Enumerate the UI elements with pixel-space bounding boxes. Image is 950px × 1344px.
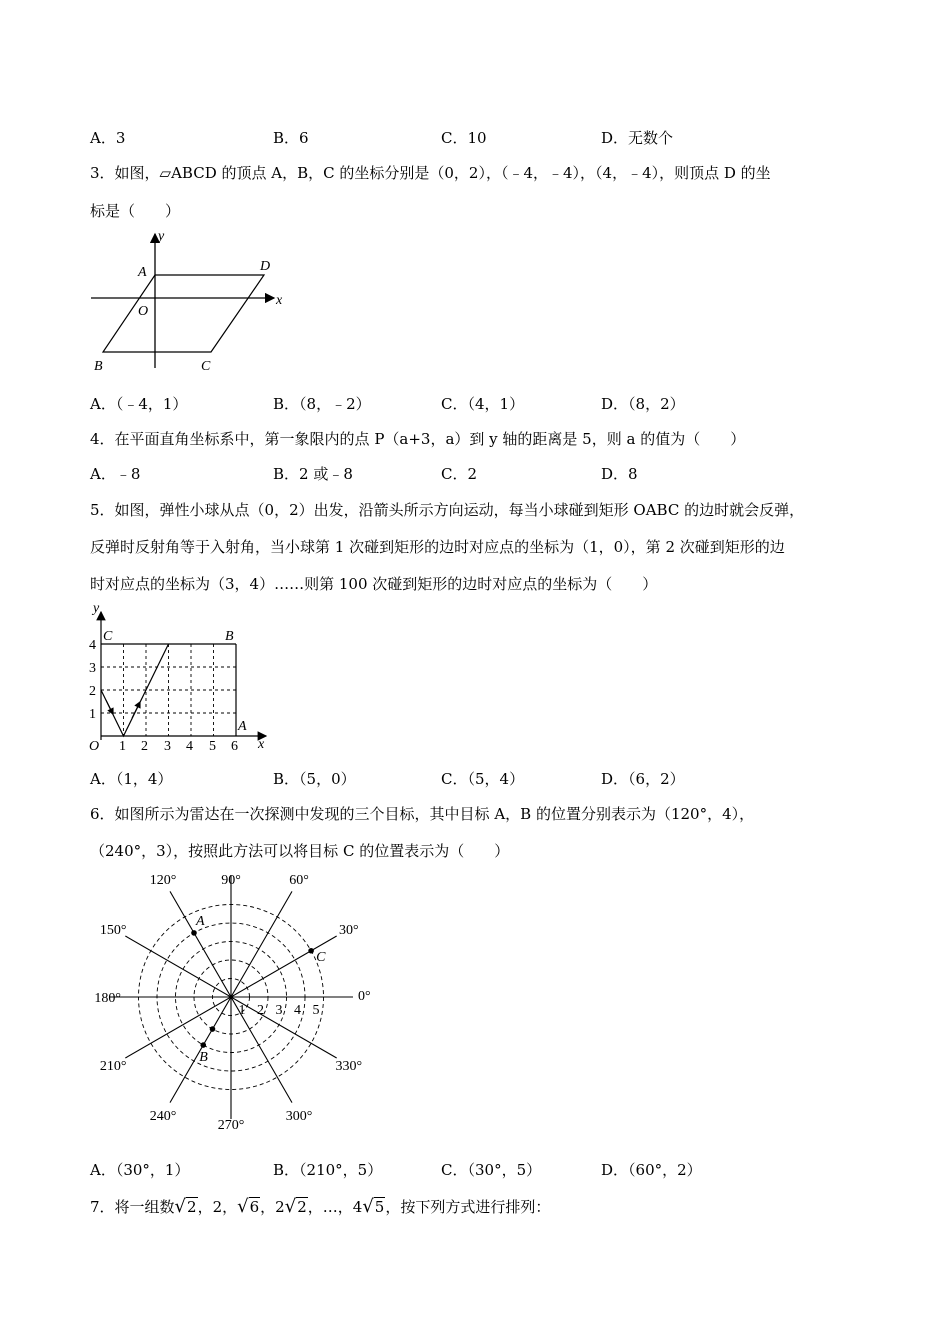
q4-option-b[interactable]: B．2 或﹣8 [273, 465, 353, 483]
q5-xtick-4: 4 [186, 739, 193, 754]
radar-angle-label-90: 90° [221, 873, 241, 888]
q4-options [90, 464, 890, 484]
q3-label-C: C [201, 359, 211, 374]
q2-options [90, 128, 890, 148]
q3-label-B: B [94, 359, 103, 374]
radar-ring-label-2: 2 [257, 1003, 264, 1018]
path-arrow-2 [132, 704, 139, 718]
sqrt-6: √6 [237, 1196, 260, 1217]
q5-option-d[interactable]: D．（6，2） [601, 770, 685, 788]
q5-options [90, 769, 890, 789]
radar-angle-label-300: 300° [285, 1108, 313, 1124]
q5-ytick-3: 3 [89, 661, 96, 676]
radar-angle-label-0: 0° [358, 989, 371, 1004]
q3-label-D: D [260, 259, 271, 274]
unlabeled-point [210, 1026, 216, 1032]
radar-angle-label-30: 30° [338, 923, 359, 938]
q3-option-a[interactable]: A．（﹣4，1） [90, 395, 188, 413]
q3-stem-line2: 标是（ ） [90, 202, 181, 220]
four-sqrt-5: 4√5 [352, 1196, 385, 1217]
q5-label-y: y [93, 601, 100, 616]
q5-option-b[interactable]: B．（5，0） [273, 770, 356, 788]
radar-angle-label-270: 270° [217, 1118, 245, 1133]
q7-sep2: ， [260, 1198, 276, 1216]
q4-stem-line1: 4．在平面直角坐标系中，第一象限内的点 P（a+3，a）到 y 轴的距离是 5，则 a 的值为（ ） [90, 430, 746, 448]
radar-ring-labels [239, 1003, 320, 1018]
target-b [200, 1042, 206, 1048]
radar-spokes [109, 875, 353, 1119]
radar-angle-label-330: 330° [335, 1059, 363, 1074]
radar-ring-label-4: 4 [294, 1003, 301, 1018]
target-c [308, 948, 314, 954]
q7-prefix: 7．将一组数 [90, 1198, 175, 1216]
target-c-label: C [316, 949, 326, 965]
q5-ytick-2: 2 [89, 684, 96, 699]
q5-label-B: B [225, 629, 234, 644]
q2-option-a[interactable]: A．3 [90, 129, 126, 147]
q5-label-x: x [258, 737, 265, 752]
q5-label-C: C [103, 629, 113, 644]
ball-path [101, 644, 169, 736]
q6-option-b[interactable]: B．（210°，5） [273, 1161, 383, 1179]
q2-option-d[interactable]: D．无数个 [601, 129, 674, 147]
q6-stem-line2: （240°，3），按照此方法可以将目标 C 的位置表示为（ ） [90, 842, 510, 860]
radar-angle-label-240: 240° [149, 1108, 177, 1124]
q6-options [90, 1160, 890, 1180]
q6-option-c[interactable]: C．（30°，5） [441, 1161, 542, 1179]
sqrt-2: √2 [174, 1196, 197, 1217]
radar-ring-label-1: 1 [238, 1003, 246, 1018]
q7-stem-line1 [90, 1195, 550, 1219]
two-sqrt-2: 2√2 [275, 1196, 307, 1217]
q3-label-x: x [276, 293, 283, 308]
q3-label-O: O [138, 304, 149, 319]
target-a [191, 930, 197, 936]
radar-angle-label-150: 150° [99, 923, 127, 938]
target-b-label: B [199, 1050, 208, 1066]
q4-option-a[interactable]: A．﹣8 [90, 465, 141, 483]
q6-option-d[interactable]: D．（60°，2） [601, 1161, 702, 1179]
radar-angle-label-210: 210° [99, 1059, 127, 1074]
q3-option-d[interactable]: D．（8，2） [601, 395, 685, 413]
radar-ring-label-3: 3 [275, 1003, 283, 1018]
q5-xtick-1: 1 [119, 739, 126, 754]
q2-option-b[interactable]: B．6 [273, 129, 309, 147]
radar-angle-label-60: 60° [289, 873, 309, 889]
radar-angle-labels [94, 873, 370, 1133]
q7-sep3: ，…， [307, 1198, 353, 1216]
q5-xtick-5: 5 [209, 739, 216, 754]
q3-stem-line1: 3．如图，▱ABCD 的顶点 A，B，C 的坐标分别是（0，2），（﹣4，﹣4），（4，﹣4），则顶点 D 的坐 [90, 164, 771, 182]
q5-xtick-3: 3 [164, 739, 171, 754]
q5-xtick-6: 6 [231, 739, 238, 754]
q6-option-a[interactable]: A．（30°，1） [90, 1161, 190, 1179]
q5-stem-line3: 时对应点的坐标为（3，4）……则第 100 次碰到矩形的边时对应点的坐标为（ ） [90, 575, 658, 593]
q6-stem-line1: 6．如图所示为雷达在一次探测中发现的三个目标，其中目标 A，B 的位置分别表示为（120°，4）， [90, 805, 755, 823]
q3-figure [86, 230, 296, 380]
q5-label-O: O [89, 739, 100, 754]
q5-ytick-4: 4 [89, 638, 96, 653]
radar-angle-label-180: 180° [94, 991, 121, 1006]
q5-xtick-2: 2 [141, 739, 148, 754]
q5-ytick-1: 1 [89, 707, 96, 722]
path-arrow-1 [106, 700, 112, 712]
q3-label-A: A [138, 265, 147, 280]
q6-radar-figure [86, 865, 386, 1140]
q5-stem-line2: 反弹时反射角等于入射角，当小球第 1 次碰到矩形的边时对应点的坐标为（1，0），第 2 次碰到矩形的边 [90, 538, 785, 556]
q3-label-y: y [158, 229, 165, 244]
target-a-label: A [196, 913, 205, 929]
q5-option-a[interactable]: A．（1，4） [90, 770, 173, 788]
q2-option-c[interactable]: C．10 [441, 129, 487, 147]
radar-ring-label-5: 5 [312, 1003, 320, 1018]
q3-options [90, 394, 890, 414]
q3-option-c[interactable]: C．（4，1） [441, 395, 525, 413]
q7-sep1: ，2， [197, 1198, 238, 1216]
q7-suffix: ，按下列方式进行排列： [385, 1198, 551, 1216]
parallelogram [103, 275, 264, 352]
q5-stem-line1: 5．如图，弹性小球从点（0，2）出发，沿箭头所示方向运动，每当小球碰到矩形 OABC 的边时就会反弹， [90, 501, 805, 519]
q4-option-d[interactable]: D．8 [601, 465, 638, 483]
q4-option-c[interactable]: C．2 [441, 465, 478, 483]
q3-option-b[interactable]: B．（8，﹣2） [273, 395, 371, 413]
q5-grid [101, 644, 236, 736]
q5-label-A: A [238, 719, 247, 734]
q5-option-c[interactable]: C．（5，4） [441, 770, 525, 788]
radar-points [191, 914, 326, 1065]
radar-angle-label-120: 120° [149, 873, 177, 889]
q5-figure [86, 600, 286, 754]
